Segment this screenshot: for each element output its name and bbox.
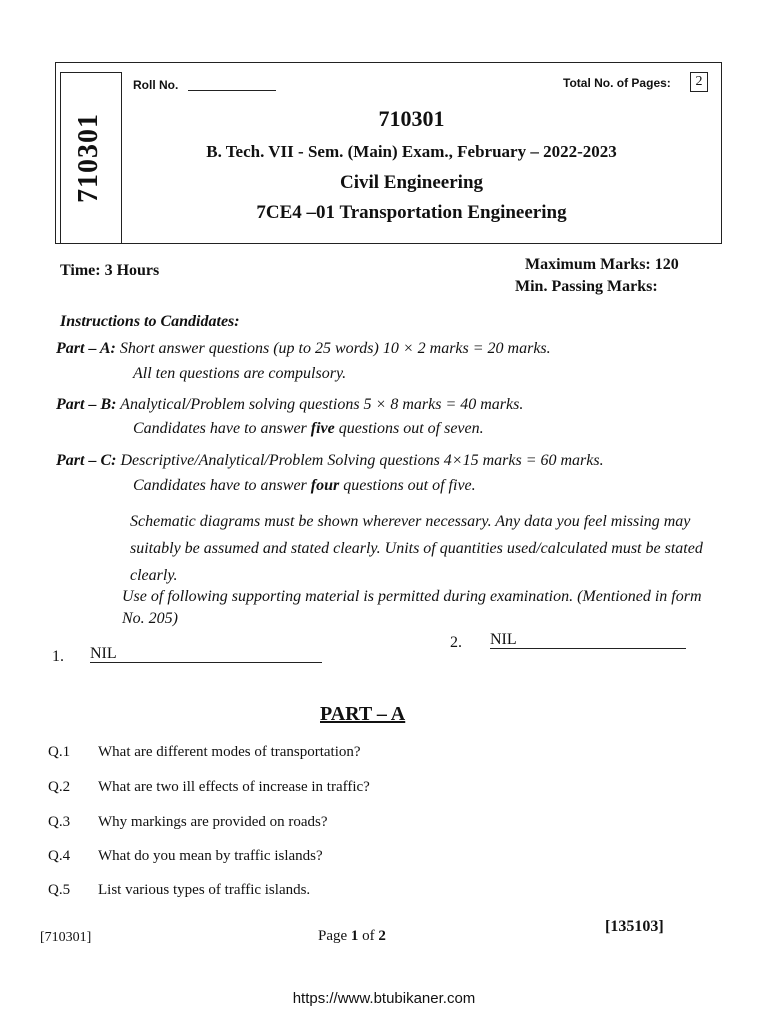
part-b-instruction <box>56 396 716 414</box>
page-mid: of <box>358 928 379 944</box>
question-text: What are different modes of transportation? <box>98 744 361 760</box>
question-text: List various types of traffic islands. <box>98 882 311 898</box>
max-marks: Maximum Marks: 120 <box>525 256 679 273</box>
footer-paper-code: [710301] <box>40 930 92 945</box>
part-b-note-post: questions out of seven. <box>334 420 484 437</box>
part-c-note-bold: four <box>310 477 340 494</box>
min-passing-marks: Min. Passing Marks: <box>515 278 658 295</box>
roll-no-line <box>188 90 276 91</box>
material-1-value: NIL <box>90 645 117 662</box>
page-indicator <box>318 928 386 945</box>
part-a-label: Part – A: <box>56 340 116 357</box>
subject-name: 7CE4 –01 Transportation Engineering <box>256 202 567 223</box>
material-2-value: NIL <box>490 631 517 648</box>
question-number: Q.2 <box>48 779 71 795</box>
paper-code: 710301 <box>378 106 445 131</box>
part-a-instruction <box>56 340 716 358</box>
footer-id: [135103] <box>605 918 664 935</box>
part-a-heading: PART – A <box>320 703 406 725</box>
page-number: 1 <box>350 928 359 944</box>
question-number: Q.4 <box>48 848 71 864</box>
part-c-note <box>133 477 476 495</box>
material-1-number: 1. <box>52 648 64 665</box>
question-text: What do you mean by traffic islands? <box>98 848 323 864</box>
total-pages-value: 2 <box>690 72 708 92</box>
instructions-heading: Instructions to Candidates: <box>60 313 240 330</box>
part-a-text: Short answer questions (up to 25 words) 10 × 2 marks = 20 marks. <box>119 340 551 357</box>
question-text: Why markings are provided on roads? <box>98 814 328 830</box>
part-c-label: Part – C: <box>56 452 117 469</box>
schematic-note: Schematic diagrams must be shown wherever necessary. Any data you feel missing may suitably be assumed and stated clearly. Units of quantities used/calculated must be stated clearly. <box>130 513 703 584</box>
part-c-note-post: questions out of five. <box>339 477 476 494</box>
exam-title: B. Tech. VII - Sem. (Main) Exam., February – 2022-2023 <box>206 142 617 161</box>
part-b-note-bold: five <box>310 420 335 437</box>
source-url[interactable]: https://www.btubikaner.com <box>292 990 476 1007</box>
material-2-line <box>490 648 686 649</box>
question-number: Q.1 <box>48 744 71 760</box>
question-text: What are two ill effects of increase in traffic? <box>98 779 370 795</box>
part-b-text: Analytical/Problem solving questions 5 × 8 marks = 40 marks. <box>120 396 524 413</box>
part-a-note: All ten questions are compulsory. <box>133 365 347 382</box>
total-pages-label: Total No. of Pages: <box>563 76 671 90</box>
part-b-note-pre: Candidates have to answer <box>133 420 311 437</box>
supporting-material-note: Use of following supporting material is permitted during examination. (Mentioned in form No. 205) <box>122 588 702 627</box>
part-c-note-pre: Candidates have to answer <box>133 477 311 494</box>
page-total: 2 <box>378 928 386 944</box>
roll-no-label: Roll No. <box>133 78 179 92</box>
part-b-label: Part – B: <box>56 396 117 413</box>
material-2-number: 2. <box>450 634 462 651</box>
page-pre: Page <box>318 928 351 944</box>
part-c-text: Descriptive/Analytical/Problem Solving questions 4×15 marks = 60 marks. <box>120 452 604 469</box>
time-label: Time: 3 Hours <box>60 262 160 279</box>
part-b-note <box>133 420 484 438</box>
material-1-line <box>90 662 322 663</box>
part-c-instruction <box>56 452 716 470</box>
vertical-paper-code: 710301 <box>73 113 104 203</box>
branch-name: Civil Engineering <box>339 172 484 193</box>
question-number: Q.3 <box>48 814 71 830</box>
question-number: Q.5 <box>48 882 71 898</box>
